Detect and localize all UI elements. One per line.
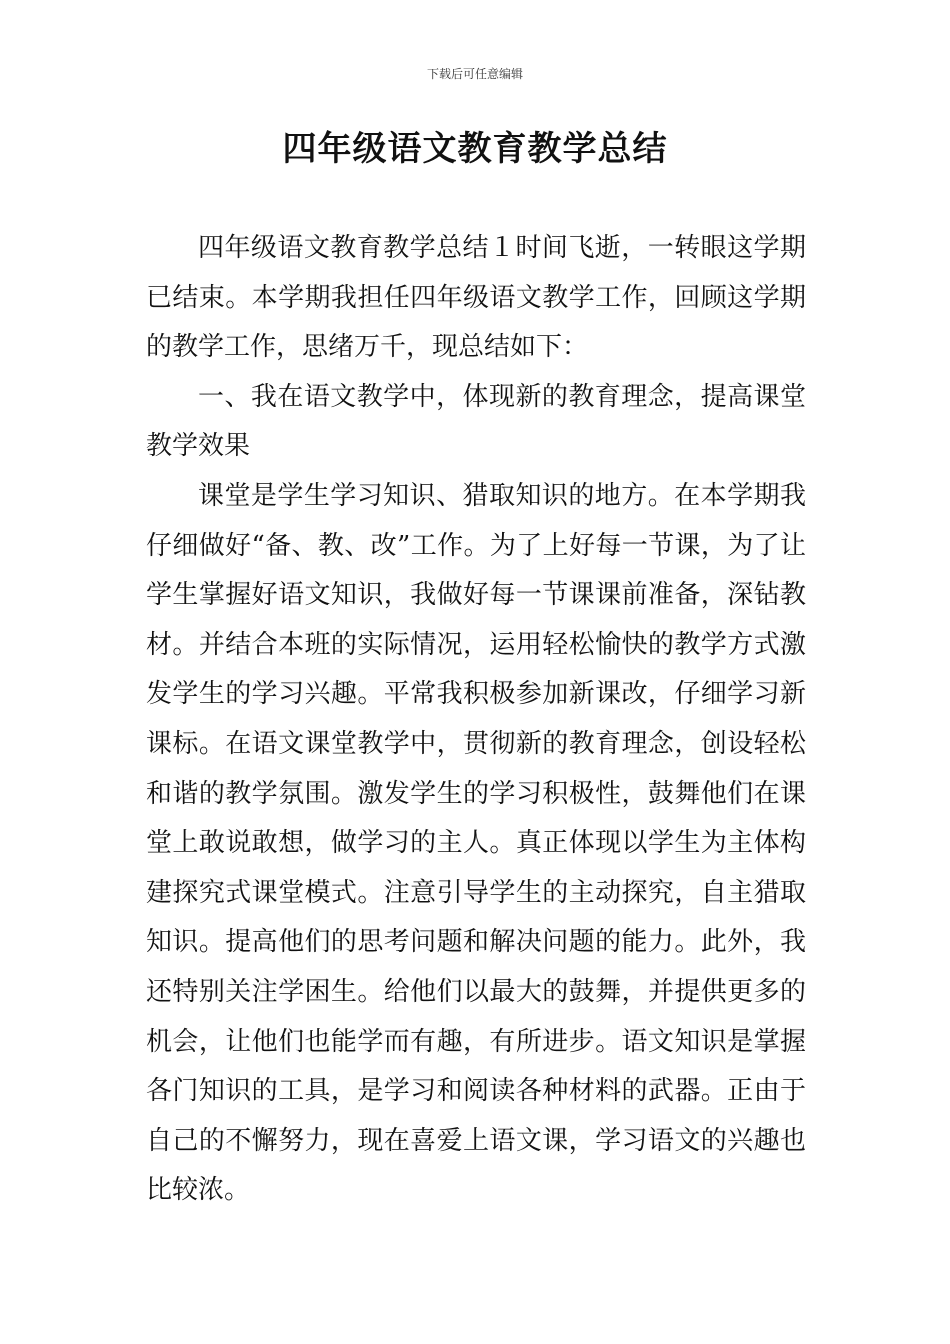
header-note: 下载后可任意编辑 <box>426 67 523 81</box>
paragraph-intro: 四年级语文教育教学总结１时间飞逝，一转眼这学期已结束。本学期我担任四年级语文教学工作，回顾这学期的教学工作，思绪万千，现总结如下： <box>146 233 806 363</box>
document-body <box>146 224 806 1216</box>
page-title: 四年级语文教育教学总结 <box>282 129 668 169</box>
paragraph-classroom: 课堂是学生学习知识、猎取知识的地方。在本学期我仔细做好“备、教、改”工作。为了上好每一节课，为了让学生掌握好语文知识，我做好每一节课课前准备，深钻教材。并结合本班的实际情况，运用轻松愉快的教学方式激发学生的学习兴趣。平常我积极参加新课改，仔细学习新课标。在语文课堂教学中，贯彻新的教育理念，创设轻松和谐的教学氛围。激发学生的学习积极性，鼓舞他们在课堂上敢说敢想，做学习的主人。真正体现以学生为主体构建探究式课堂模式。注意引导学生的主动探究，自主猎取知识。提高他们的思考问题和解决问题的能力。此外，我还特别关注学困生。给他们以最大的鼓舞，并提供更多的机会，让他们也能学而有趣，有所进步。语文知识是掌握各门知识的工具，是学习和阅读各种材料的武器。正由于自己的不懈努力，现在喜爱上语文课，学习语文的兴趣也比较浓。 <box>146 480 806 1206</box>
paragraph-section-heading: 一、我在语文教学中，体现新的教育理念，提高课堂教学效果 <box>146 381 806 462</box>
